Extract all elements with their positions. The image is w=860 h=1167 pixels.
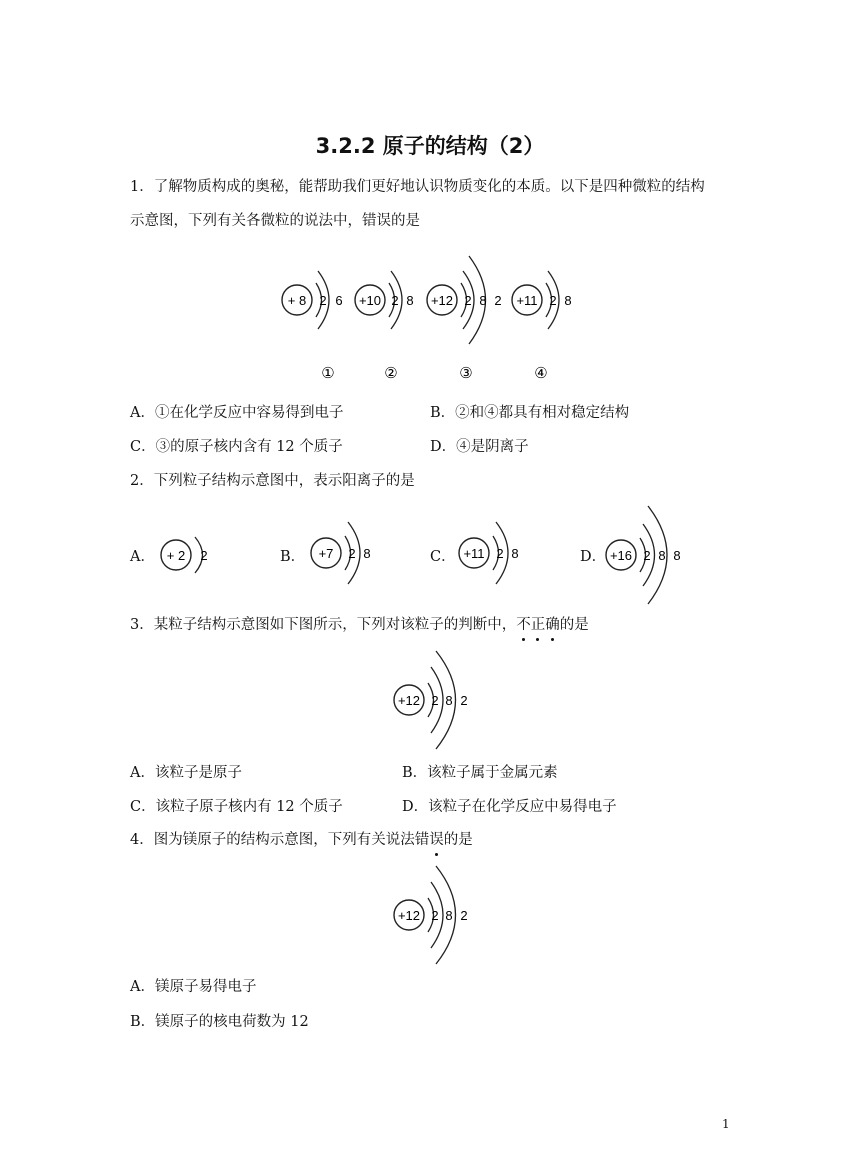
page-title: 3.2.2 原子的结构（2） bbox=[315, 134, 545, 158]
q3-option-d: D．该粒子在化学反应中易得电子 bbox=[402, 799, 617, 815]
q2-option-b-diagram bbox=[300, 510, 390, 600]
q1-diagram-2 bbox=[355, 271, 414, 382]
q2-text: 2．下列粒子结构示意图中，表示阳离子的是 bbox=[130, 473, 415, 489]
q1-atom-diagrams bbox=[270, 248, 600, 388]
q1-option-c: C．③的原子核内含有 12 个质子 bbox=[130, 439, 343, 455]
svg-text:8: 8 bbox=[511, 546, 519, 561]
svg-text:+12: +12 bbox=[397, 908, 421, 923]
q2-option-a-diagram bbox=[155, 515, 225, 595]
q4-text: 4．图为镁原子的结构示意图，下列有关说法错误的是 bbox=[130, 832, 473, 848]
q4-option-a: A．镁原子易得电子 bbox=[130, 979, 257, 995]
svg-text:2: 2 bbox=[431, 693, 439, 708]
svg-text:+ 2: + 2 bbox=[166, 548, 186, 563]
svg-text:2: 2 bbox=[391, 293, 399, 308]
q4-option-b: B．镁原子的核电荷数为 12 bbox=[130, 1014, 309, 1030]
svg-text:④: ④ bbox=[534, 365, 548, 382]
svg-text:8: 8 bbox=[658, 548, 666, 563]
q1-d1-label: ① bbox=[321, 365, 335, 382]
q3-option-b: B．该粒子属于金属元素 bbox=[402, 765, 558, 781]
svg-text:2: 2 bbox=[549, 293, 557, 308]
svg-text:6: 6 bbox=[335, 293, 343, 308]
q2-option-d-diagram bbox=[600, 500, 700, 610]
q4-atom-diagram bbox=[385, 860, 485, 970]
q3-text: 3．某粒子结构示意图如下图所示，下列对该粒子的判断中，不正确的是 bbox=[130, 617, 589, 633]
svg-text:8: 8 bbox=[564, 293, 572, 308]
q3-emphasis-char: 确 bbox=[545, 617, 560, 633]
svg-text:2: 2 bbox=[200, 548, 208, 563]
svg-text:③: ③ bbox=[459, 365, 473, 382]
svg-text:+10: +10 bbox=[358, 293, 382, 308]
q1-text-line2: 示意图，下列有关各微粒的说法中，错误的是 bbox=[130, 213, 420, 229]
svg-text:+16: +16 bbox=[609, 548, 633, 563]
svg-text:+11: +11 bbox=[516, 293, 538, 308]
svg-text:2: 2 bbox=[431, 908, 439, 923]
svg-text:2: 2 bbox=[643, 548, 651, 563]
q1-d1-nucleus: + 8 bbox=[287, 293, 307, 308]
svg-text:2: 2 bbox=[348, 546, 356, 561]
svg-text:2: 2 bbox=[464, 293, 472, 308]
svg-text:2: 2 bbox=[460, 693, 468, 708]
svg-text:+7: +7 bbox=[318, 546, 334, 561]
svg-text:+11: +11 bbox=[463, 546, 485, 561]
page-number: 1 bbox=[722, 1117, 730, 1131]
q1-diagram-4 bbox=[512, 271, 572, 382]
q1-option-a: A．①在化学反应中容易得到电子 bbox=[130, 405, 344, 421]
q4-emphasis-char: 误 bbox=[429, 832, 444, 848]
svg-text:8: 8 bbox=[445, 908, 453, 923]
q1-diagram-3 bbox=[427, 256, 502, 382]
q2-option-c-diagram bbox=[452, 510, 542, 600]
svg-text:8: 8 bbox=[445, 693, 453, 708]
q2-option-d-letter: D． bbox=[580, 549, 607, 565]
svg-text:8: 8 bbox=[406, 293, 414, 308]
q2-option-a-letter: A． bbox=[130, 549, 155, 565]
q3-emphasis-char: 正 bbox=[530, 617, 546, 633]
svg-text:2: 2 bbox=[496, 546, 504, 561]
svg-text:8: 8 bbox=[479, 293, 487, 308]
svg-text:8: 8 bbox=[673, 548, 681, 563]
svg-text:8: 8 bbox=[363, 546, 371, 561]
q2-option-b-letter: B． bbox=[280, 549, 306, 565]
q2-option-c-letter: C． bbox=[430, 549, 456, 565]
svg-text:2: 2 bbox=[494, 293, 502, 308]
q3-option-c: C．该粒子原子核内有 12 个质子 bbox=[130, 799, 343, 815]
q3-option-a: A．该粒子是原子 bbox=[130, 765, 242, 781]
q3-emphasis-char: 不 bbox=[516, 617, 531, 633]
q1-diagram-1 bbox=[282, 271, 343, 382]
svg-text:+12: +12 bbox=[397, 693, 421, 708]
q3-atom-diagram bbox=[385, 645, 485, 755]
svg-text:+12: +12 bbox=[430, 293, 454, 308]
q1-option-d: D．④是阴离子 bbox=[430, 439, 529, 455]
svg-text:2: 2 bbox=[319, 293, 327, 308]
svg-text:2: 2 bbox=[460, 908, 468, 923]
q1-text-line1: 1．了解物质构成的奥秘，能帮助我们更好地认识物质变化的本质。以下是四种微粒的结构 bbox=[130, 179, 705, 195]
svg-text:②: ② bbox=[384, 365, 398, 382]
q1-option-b: B．②和④都具有相对稳定结构 bbox=[430, 405, 630, 421]
